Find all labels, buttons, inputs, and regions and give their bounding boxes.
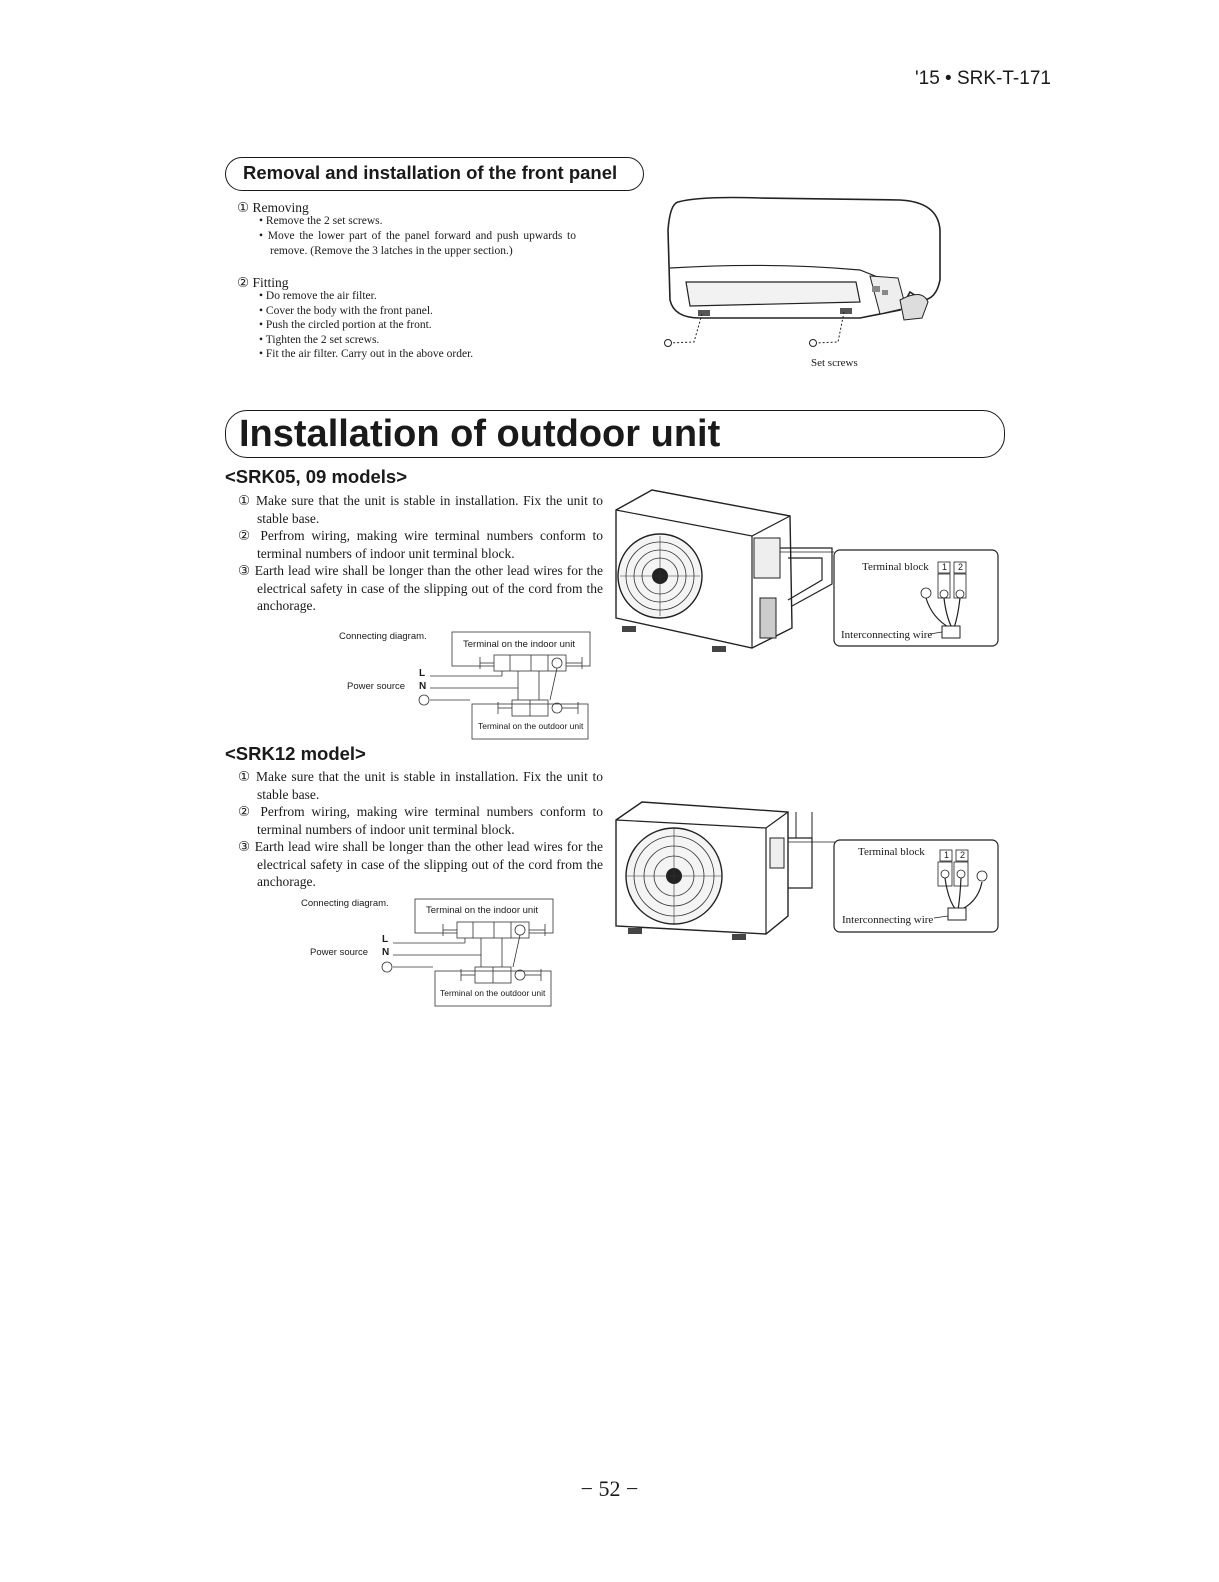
- chapter-title-outdoor-unit: Installation of outdoor unit: [239, 413, 721, 455]
- terminal-number-1: 1: [942, 562, 948, 572]
- removing-bullet: • Remove the 2 set screws.: [259, 215, 383, 227]
- step-item: ② Perfrom wiring, making wire terminal numbers conform to terminal numbers of indoor unit terminal block.: [238, 804, 603, 837]
- indoor-unit-illustration: [660, 190, 950, 360]
- indoor-terminal-label: Terminal on the indoor unit: [463, 639, 575, 650]
- terminal-number-1: 1: [944, 850, 950, 860]
- document-reference: '15 • SRK-T-171: [915, 68, 1051, 89]
- outdoor-terminal-label: Terminal on the outdoor unit: [478, 721, 584, 731]
- terminal-block-label: Terminal block: [858, 846, 925, 858]
- fitting-bullet: • Do remove the air filter.: [259, 290, 377, 302]
- connecting-diagram-label: Connecting diagram.: [339, 631, 427, 642]
- outdoor-unit-illustration-srk12: [612, 798, 1002, 943]
- subheading-srk05-09: <SRK05, 09 models>: [225, 466, 408, 487]
- outdoor-terminal-label: Terminal on the outdoor unit: [440, 988, 546, 998]
- removing-bullet: • Move the lower part of the panel forward and push upwards to remove. (Remove the 3 latches in the upper section.): [259, 230, 576, 257]
- power-source-label: Power source: [310, 947, 369, 958]
- step-item: ③ Earth lead wire shall be longer than the other lead wires for the electrical safety in case of the slipping out of the cord from the anchorage.: [238, 563, 603, 613]
- fitting-bullet: • Tighten the 2 set screws.: [259, 334, 380, 346]
- terminal-block-label: Terminal block: [862, 561, 929, 573]
- fitting-bullet: • Fit the air filter. Carry out in the above order.: [259, 348, 474, 360]
- section-title-front-panel: Removal and installation of the front panel: [243, 162, 618, 183]
- subheading-srk12: <SRK12 model>: [225, 743, 366, 764]
- terminal-number-2: 2: [960, 850, 966, 860]
- power-source-label: Power source: [347, 681, 406, 692]
- step-item: ① Make sure that the unit is stable in installation. Fix the unit to stable base.: [238, 493, 603, 526]
- step-item: ② Perfrom wiring, making wire terminal numbers conform to terminal numbers of indoor unit terminal block.: [238, 528, 603, 561]
- wiring-diagram-srk05-09: [410, 630, 610, 742]
- neutral-label: N: [382, 947, 390, 958]
- step-item: ① Make sure that the unit is stable in installation. Fix the unit to stable base.: [238, 769, 603, 802]
- terminal-number-2: 2: [958, 562, 964, 572]
- line-label: L: [419, 668, 426, 679]
- indoor-terminal-label: Terminal on the indoor unit: [426, 905, 538, 916]
- fitting-bullet: • Push the circled portion at the front.: [259, 319, 432, 331]
- fitting-heading: ② Fitting: [237, 275, 289, 290]
- page-number: − 52 −: [580, 1476, 639, 1501]
- step-item: ③ Earth lead wire shall be longer than the other lead wires for the electrical safety in case of the slipping out of the cord from the anchorage.: [238, 839, 603, 889]
- outdoor-unit-illustration-srk05-09: [612, 488, 1002, 663]
- wiring-diagram-srk12: [373, 897, 573, 1009]
- interconnecting-wire-label: Interconnecting wire: [841, 629, 933, 641]
- neutral-label: N: [419, 681, 427, 692]
- connecting-diagram-label: Connecting diagram.: [301, 898, 389, 909]
- interconnecting-wire-label: Interconnecting wire: [842, 914, 934, 926]
- set-screws-caption: Set screws: [811, 357, 858, 369]
- fitting-bullet: • Cover the body with the front panel.: [259, 305, 433, 317]
- line-label: L: [382, 934, 389, 945]
- removing-heading: ① Removing: [237, 200, 309, 215]
